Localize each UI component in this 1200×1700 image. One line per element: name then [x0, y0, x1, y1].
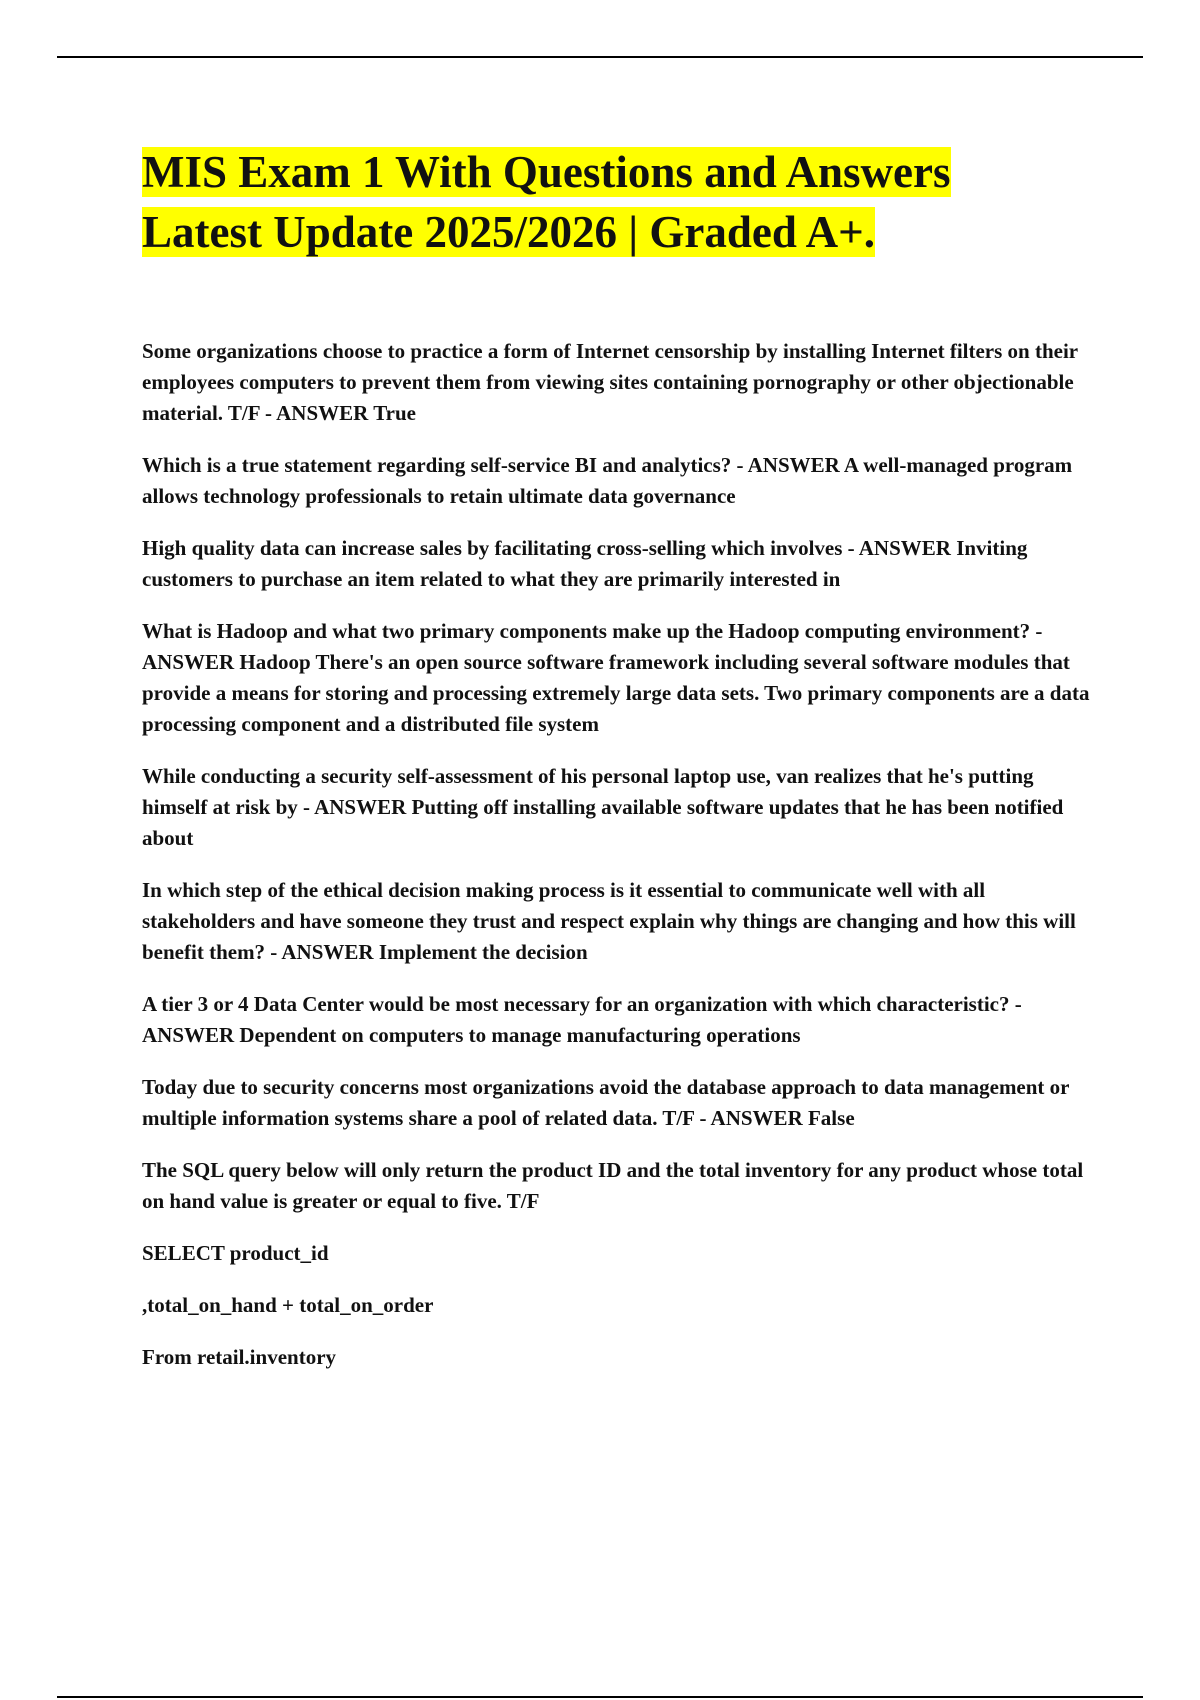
qa-item-ethical-decision: In which step of the ethical decision making process is it essential to communicate well with all stakeholders and have someone they trust and respect explain why things are changing and how this will benefit them? - ANSWER Implement the decision	[142, 878, 1076, 964]
title-line-2: Latest Update 2025/2026 | Graded A+.	[142, 207, 876, 257]
sql-line-select: SELECT product_id	[142, 1241, 329, 1265]
bottom-rule	[57, 1696, 1143, 1698]
qa-list	[142, 336, 1092, 1394]
page-title	[142, 142, 1102, 262]
qa-item-internet-censorship: Some organizations choose to practice a form of Internet censorship by installing Internet filters on their employees computers to prevent them from viewing sites containing pornography or other objectionable material. T/F - ANSWER True	[142, 339, 1078, 425]
top-rule	[57, 56, 1143, 58]
qa-item-self-service-bi: Which is a true statement regarding self-service BI and analytics? - ANSWER A well-managed program allows technology professionals to retain ultimate data governance	[142, 453, 1073, 508]
title-line-1: MIS Exam 1 With Questions and Answers	[142, 147, 951, 197]
qa-item-cross-selling: High quality data can increase sales by facilitating cross-selling which involves - ANSWER Inviting customers to purchase an item related to what they are primarily interested in	[142, 536, 1028, 591]
sql-line-from: From retail.inventory	[142, 1345, 337, 1369]
qa-item-database-approach: Today due to security concerns most organizations avoid the database approach to data management or multiple information systems share a pool of related data. T/F - ANSWER False	[142, 1075, 1070, 1130]
qa-item-hadoop: What is Hadoop and what two primary components make up the Hadoop computing environment? - ANSWER Hadoop There's an open source software framework including several software modules that provide a means for storing and processing extremely large data sets. Two primary components are a data processing component and a distributed file system	[142, 619, 1090, 736]
qa-item-security-self-assessment: While conducting a security self-assessment of his personal laptop use, van realizes that he's putting himself at risk by - ANSWER Putting off installing available software updates that he has been notified about	[142, 764, 1064, 850]
qa-item-data-center-tier: A tier 3 or 4 Data Center would be most necessary for an organization with which characteristic? - ANSWER Dependent on computers to manage manufacturing operations	[142, 992, 1022, 1047]
sql-line-columns: ,total_on_hand + total_on_order	[142, 1293, 434, 1317]
qa-item-sql-question: The SQL query below will only return the product ID and the total inventory for any product whose total on hand value is greater or equal to five. T/F	[142, 1158, 1084, 1213]
